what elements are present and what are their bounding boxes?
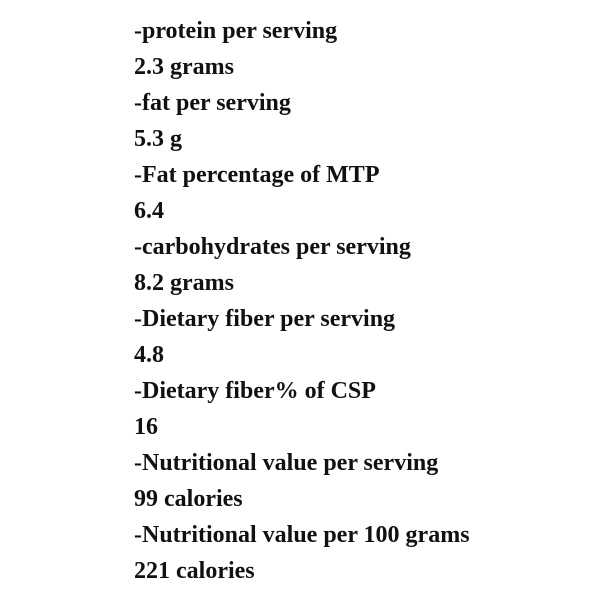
dietary-fiber-percent-value: 16 bbox=[134, 414, 158, 440]
protein-label: -protein per serving bbox=[134, 18, 338, 44]
fat-label: -fat per serving bbox=[134, 90, 291, 116]
carbohydrates-value: 8.2 grams bbox=[134, 270, 234, 296]
dietary-fiber-percent-label: -Dietary fiber% of CSP bbox=[134, 378, 376, 404]
fat-percentage-label: -Fat percentage of MTP bbox=[134, 162, 380, 188]
fat-value: 5.3 g bbox=[134, 126, 182, 152]
protein-value: 2.3 grams bbox=[134, 54, 234, 80]
fat-percentage-value: 6.4 bbox=[134, 198, 164, 224]
nutritional-value-100g-label: -Nutritional value per 100 grams bbox=[134, 522, 470, 548]
carbohydrates-label: -carbohydrates per serving bbox=[134, 234, 411, 260]
dietary-fiber-value: 4.8 bbox=[134, 342, 164, 368]
dietary-fiber-label: -Dietary fiber per serving bbox=[134, 306, 396, 332]
nutritional-value-serving-value: 99 calories bbox=[134, 486, 243, 512]
nutritional-value-serving-label: -Nutritional value per serving bbox=[134, 450, 439, 476]
nutritional-value-100g-value: 221 calories bbox=[134, 558, 255, 584]
